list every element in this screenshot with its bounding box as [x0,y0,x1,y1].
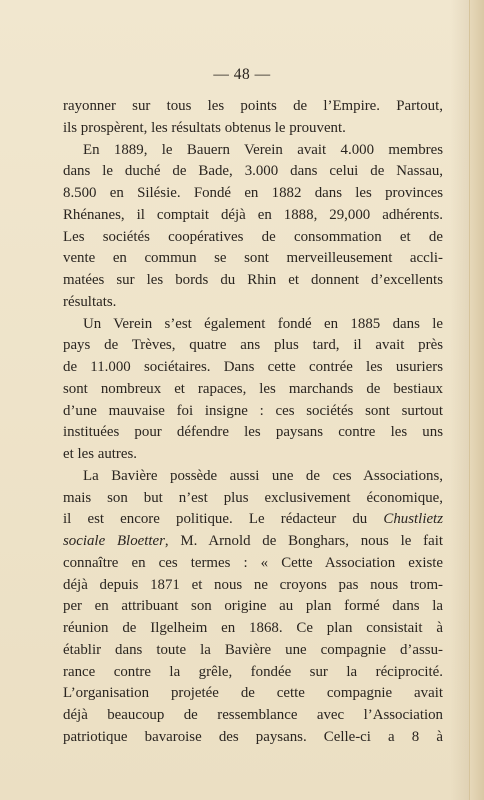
text-line: matées sur les bords du Rhin et donnent d’excellents [63,272,443,288]
page-number: — 48 — [213,66,271,83]
text-line: dans le duché de Bade, 3.000 dans celui de Nassau, [63,163,443,180]
page-edge [469,0,484,800]
text-line: d’une mauvaise foi insigne : ces sociétés sont surtout [63,402,443,419]
text-line: sociale Bloetter, M. Arnold de Bonghars, nous le fait [63,533,443,549]
text-line: pays de Trèves, quatre ans plus tard, il avait près [63,337,443,354]
text-line: rayonner sur tous les points de l’Empire. Partout, [63,98,443,114]
text-line: établir dans toute la Bavière une compagnie d’assu- [63,641,443,658]
text-line: de 11.000 sociétaires. Dans cette contrée les usuriers [63,359,443,375]
text-line: connaître en ces termes : « Cette Association existe [63,554,443,571]
text-line: il est encore politique. Le rédacteur du Chustlietz [63,511,443,528]
text-line: mais son but n’est plus exclusivement économique, [63,489,443,506]
text-line: réunion de Ilgelheim en 1868. Ce plan consistait à [63,620,443,636]
text-line: Les sociétés coopératives de consommation et de [63,228,443,245]
text-line: 8.500 en Silésie. Fondé en 1882 dans les provinces [63,185,443,201]
body-text [63,96,443,749]
text-line: per en attribuant son origine au plan formé dans la [63,598,443,615]
text-line: déjà depuis 1871 et nous ne croyons pas nous trom- [63,576,443,593]
text-line: instituées pour défendre les paysans contre les uns [63,424,443,441]
text-line: ils prospèrent, les résultats obtenus le prouvent. [63,119,346,136]
text-line: La Bavière possède aussi une de ces Associations, [83,467,443,484]
text-line: Rhénanes, il comptait déjà en 1888, 29,000 adhérents. [63,206,443,223]
text-line: L’organisation projetée de cette compagnie avait [63,685,443,702]
text-line: En 1889, le Bauern Verein avait 4.000 membres [83,141,443,158]
text-line: sont nombreux et rapaces, les marchands de bestiaux [63,380,443,397]
text-line: vente en commun se sont merveilleusement accli- [63,250,443,267]
text-line: patriotique bavaroise des paysans. Celle-ci a 8 à [63,728,443,745]
text-line: déjà beaucoup de ressemblance avec l’Association [63,707,443,723]
text-line: résultats. [63,293,117,310]
text-line: rance contre la grêle, fondée sur la réciprocité. [63,663,443,680]
text-line: et les autres. [63,446,138,462]
text-line: Un Verein s’est également fondé en 1885 dans le [83,315,443,332]
